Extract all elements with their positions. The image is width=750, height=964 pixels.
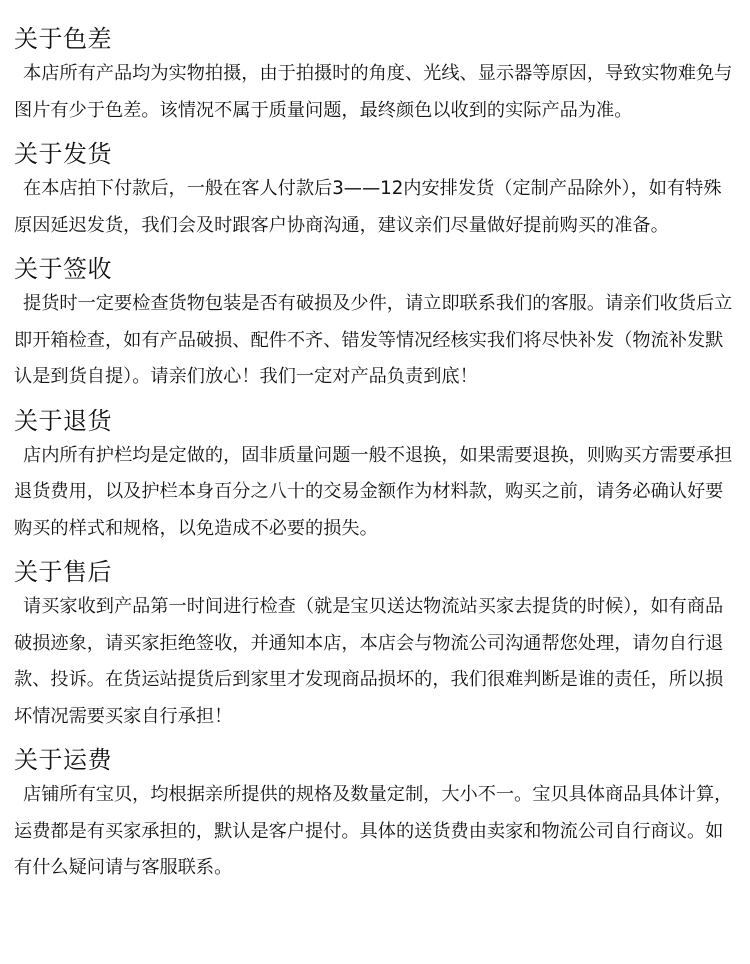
- section-receipt: [14, 244, 750, 396]
- section-body: 店铺所有宝贝，均根据亲所提供的规格及数量定制，大小不一。宝贝具体商品具体计算，运费都是有买家承担的，默认是客户提付。具体的送货费由卖家和物流公司自行商议。如有什么疑问请与客服联系。: [14, 784, 733, 878]
- section-title: 关于退货: [14, 406, 112, 435]
- section-color-difference: [14, 0, 750, 129]
- section-title: 关于色差: [14, 25, 112, 53]
- section-body: 提货时一定要检查货物包装是否有破损及少件，请立即联系我们的客服。请亲们收货后立即开箱检查，如有产品破损、配件不齐、错发等情况经核实我们将尽快补发（物流补发默认是到货自提）。请亲们放心！我们一定对产品负责到底！: [14, 293, 733, 387]
- section-body: 请买家收到产品第一时间进行检查（就是宝贝送达物流站买家去提货的时候），如有商品破损迹象，请买家拒绝签收，并通知本店，本店会与物流公司沟通帮您处理，请勿自行退款、投诉。在货运站提货后到家里才发现商品损坏的，我们很难判断是谁的责任，所以损坏情况需要买家自行承担！: [14, 596, 724, 727]
- section-title: 关于运费: [14, 746, 112, 774]
- section-title: 关于发货: [14, 140, 112, 168]
- section-title: 关于签收: [14, 255, 112, 283]
- section-after-sales: [14, 547, 750, 735]
- section-freight: [14, 735, 750, 887]
- section-shipping: [14, 129, 750, 244]
- section-body: 本店所有产品均为实物拍摄，由于拍摄时的角度、光线、显示器等原因，导致实物难免与图片有少于色差。该情况不属于质量问题，最终颜色以收到的实际产品为准。: [14, 63, 733, 121]
- section-title: 关于售后: [14, 558, 112, 586]
- section-body: 店内所有护栏均是定做的，固非质量问题一般不退换，如果需要退换，则购买方需要承担退货费用，以及护栏本身百分之八十的交易金额作为材料款，购买之前，请务必确认好要购买的样式和规格，以免造成不必要的损失。: [14, 444, 733, 539]
- section-returns: [14, 396, 750, 548]
- section-body: 在本店拍下付款后，一般在客人付款后3——12内安排发货（定制产品除外），如有特殊原因延迟发货，我们会及时跟客户协商沟通，建议亲们尽量做好提前购买的准备。: [14, 178, 722, 236]
